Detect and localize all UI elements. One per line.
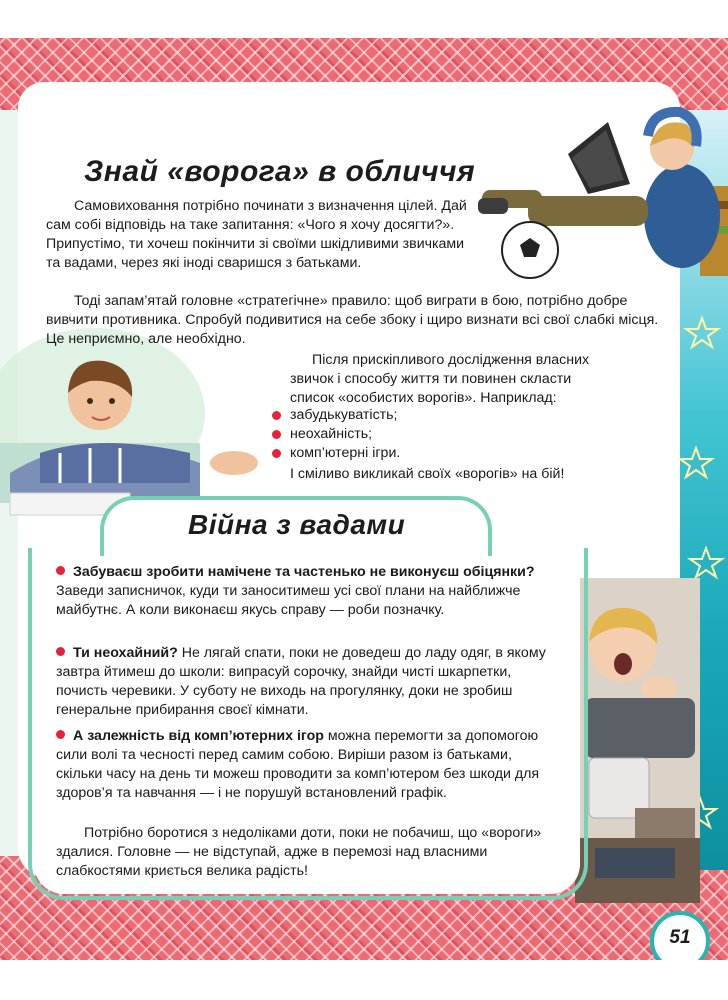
- list-item: [270, 444, 400, 463]
- list-item-text: забудькуватість;: [290, 407, 398, 423]
- bullet-dot: [56, 647, 65, 656]
- closing-line: І сміливо викликай своїх «ворогів» на бій!: [290, 466, 565, 482]
- bullet-dot: [272, 430, 281, 439]
- tip-advice: Заведи записничок, куди ти заноситимеш усі свої плани на найближче майбутнє. А коли виконаєш якусь справу — роби позначку.: [56, 583, 521, 618]
- tip-question: А залежність від комп’ютерних ігор: [73, 728, 324, 744]
- boy-with-laptop-illustration: [468, 76, 728, 286]
- conclusion-paragraph: Потрібно боротися з недоліками доти, поки не побачиш, що «вороги» здалися. Головне — не відступай, адже в перемозі над власними слабкостями криється велика радість!: [56, 825, 542, 879]
- bullet-dot: [272, 449, 281, 458]
- bullet-dot: [272, 411, 281, 420]
- paragraph-self-education: Самовиховання потрібно починати з визначення цілей. Дай сам собі відповідь на таке запитання: «Чого я хочу досягти?». Припустімо, ти хочеш покінчити зі своїми шкідливими звичками та вадами, через які іноді сваришся з батьками.: [46, 198, 467, 271]
- tip-computer-games: [56, 727, 562, 803]
- list-item-text: неохайність;: [290, 426, 373, 442]
- book-page: [0, 38, 728, 960]
- paragraph-enemy-list: Після прискіпливого дослідження власних звичок і способу життя ти повинен скласти список «особистих ворогів». Наприклад:: [290, 352, 590, 406]
- tip-untidiness: [56, 644, 562, 720]
- list-item: [270, 425, 400, 444]
- list-item: [270, 406, 400, 425]
- section-title-war: Війна з вадами: [188, 509, 406, 540]
- tip-forgetfulness: [56, 563, 562, 620]
- paragraph-strategic-rule: Тоді запам’ятай головне «стратегічне» правило: щоб виграти в бою, потрібно добре вивчити противника. Спробуй подивитися на себе збоку і щиро визнати всі свої слабкі місця. Це неприємно, але необхідно.: [46, 293, 659, 347]
- bullet-dot: [56, 730, 65, 739]
- list-item-text: комп’ютерні ігри.: [290, 445, 401, 461]
- page-number: 51: [669, 927, 691, 948]
- tip-advice: Не лягай спати, поки не доведеш до ладу одяг, в якому завтра йтимеш до школи: випрасуй сорочку, знайди чисті шкарпетки, почисть черевики. У суботу не виходь на прогулянку, доки не зробиш генеральне прибирання своєї кімнати.: [56, 645, 546, 718]
- yawning-child-illustration: [575, 578, 700, 903]
- section-title-know-enemy: Знай «ворога» в обличчя: [84, 155, 476, 188]
- bullet-dot: [56, 566, 65, 575]
- boy-relaxing-illustration: [0, 323, 270, 518]
- tip-question: Ти неохайний?: [73, 645, 178, 661]
- tip-advice: можна перемогти за допомогою сили волі та чесності перед самим собою. Виріши разом із батьками, скільки часу на день ти можеш проводити за комп’ютером без шкоди для здоров’я та навчання — і не порушуй встановлений графік.: [56, 728, 540, 801]
- bad-habits-list: [270, 406, 400, 463]
- tip-question: Забуваєш зробити намічене та частенько не виконуєш обіцянки?: [73, 564, 535, 580]
